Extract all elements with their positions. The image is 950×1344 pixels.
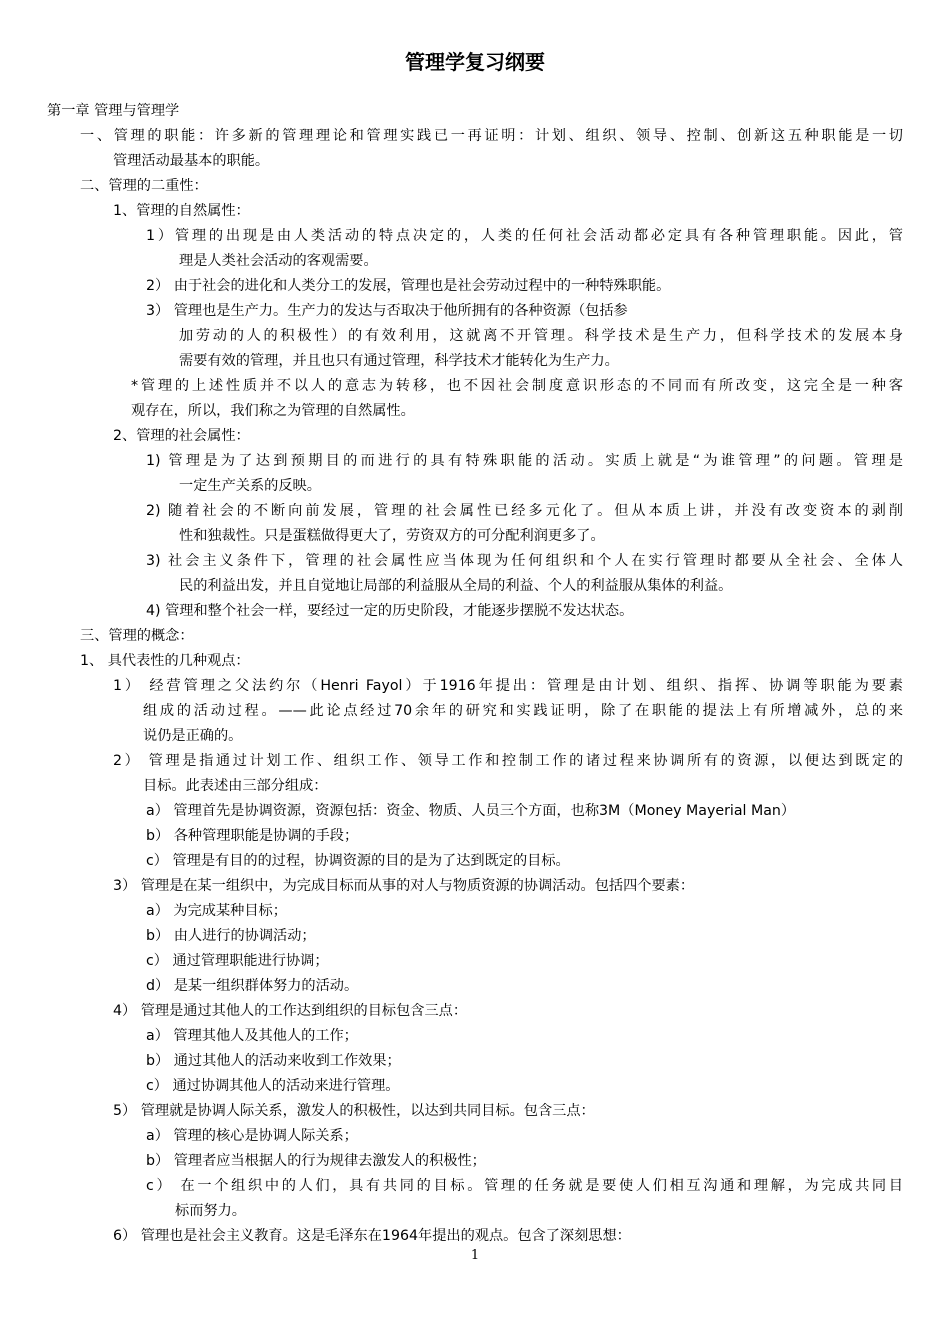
text-line: 1）管理的出现是由人类活动的特点决定的，人类的任何社会活动都必定具有各种管理职能。因此，管 (146, 228, 903, 244)
section-heading: 二、管理的二重性： (80, 178, 208, 194)
subsection-heading: 1、管理的自然属性： (113, 203, 250, 219)
subsection-heading: 2、管理的社会属性： (113, 428, 250, 444)
page-number: 1 (470, 1248, 480, 1263)
list-item: c） 通过管理职能进行协调； (146, 953, 329, 969)
text-line: 5） 管理就是协调人际关系，激发人的积极性，以达到共同目标。包含三点： (113, 1103, 595, 1119)
chapter-heading: 第一章 管理与管理学 (47, 103, 180, 119)
text-line: 管理活动最基本的职能。 (113, 153, 270, 169)
text-line: 6） 管理也是社会主义教育。这是毛泽东在1964年提出的观点。包含了深刻思想： (113, 1228, 631, 1244)
list-item: a） 为完成某种目标； (146, 903, 287, 919)
list-item: b） 由人进行的协调活动； (146, 928, 316, 944)
text-line: 民的利益出发，并且自觉地让局部的利益服从全局的利益、个人的利益服从集体的利益。 (179, 578, 733, 594)
text-line: 理是人类社会活动的客观需要。 (179, 253, 378, 269)
text-line: 一、管理的职能：许多新的管理理论和管理实践已一再证明：计划、组织、领导、控制、创新这五种职能是一切 (80, 128, 903, 144)
text-line: 说仍是正确的。 (143, 728, 243, 744)
list-item: c） 管理是有目的的过程，协调资源的目的是为了达到既定的目标。 (146, 853, 570, 869)
text-line: 一定生产关系的反映。 (179, 478, 321, 494)
text-line: 3) 社会主义条件下，管理的社会属性应当体现为任何组织和个人在实行管理时都要从全社会、全体人 (146, 553, 903, 569)
list-item: c） 在一个组织中的人们，具有共同的目标。管理的任务就是要使人们相互沟通和理解，为完成共同目 (146, 1178, 903, 1194)
list-item: b） 各种管理职能是协调的手段； (146, 828, 359, 844)
text-line: 目标。此表述由三部分组成： (143, 778, 328, 794)
text-line: 组成的活动过程。——此论点经过70余年的研究和实践证明，除了在职能的提法上有所增减外，总的来 (143, 703, 903, 719)
text-line: 标而努力。 (175, 1203, 246, 1219)
section-heading: 三、管理的概念： (80, 628, 194, 644)
list-item: b） 管理者应当根据人的行为规律去激发人的积极性； (146, 1153, 486, 1169)
text-line: 3） 管理也是生产力。生产力的发达与否取决于他所拥有的各种资源（包括参 (146, 303, 628, 319)
text-line: 4) 管理和整个社会一样，要经过一定的历史阶段，才能逐步摆脱不发达状态。 (146, 603, 634, 619)
note-line: *管理的上述性质并不以人的意志为转移，也不因社会制度意识形态的不同而有所改变，这完全是一种客 (131, 378, 903, 394)
text-line: 需要有效的管理，并且也只有通过管理，科学技术才能转化为生产力。 (179, 353, 619, 369)
list-item: a） 管理首先是协调资源，资源包括：资金、物质、人员三个方面，也称3M（Money Mayerial Man） (146, 803, 796, 819)
list-item: a） 管理的核心是协调人际关系； (146, 1128, 358, 1144)
text-line: 4） 管理是通过其他人的工作达到组织的目标包含三点： (113, 1003, 468, 1019)
text-line: 1) 管理是为了达到预期目的而进行的具有特殊职能的活动。实质上就是“为谁管理”的问题。管理是 (146, 453, 903, 469)
list-item: b） 通过其他人的活动来收到工作效果； (146, 1053, 401, 1069)
document-title: 管理学复习纲要 (405, 50, 545, 74)
subsection-heading: 1、 具代表性的几种观点： (80, 653, 250, 669)
note-line: 观存在，所以，我们称之为管理的自然属性。 (131, 403, 415, 419)
text-line: 3） 管理是在某一组织中，为完成目标而从事的对人与物质资源的协调活动。包括四个要素： (113, 878, 695, 894)
text-line: 2） 由于社会的进化和人类分工的发展，管理也是社会劳动过程中的一种特殊职能。 (146, 278, 671, 294)
list-item: a） 管理其他人及其他人的工作； (146, 1028, 358, 1044)
text-line: 1） 经营管理之父法约尔（Henri Fayol）于1916年提出：管理是由计划、组织、指挥、协调等职能为要素 (113, 678, 903, 694)
text-line: 加劳动的人的积极性）的有效利用，这就离不开管理。科学技术是生产力，但科学技术的发展本身 (179, 328, 903, 344)
text-line: 性和独裁性。只是蛋糕做得更大了，劳资双方的可分配利润更多了。 (179, 528, 605, 544)
text-line: 2） 管理是指通过计划工作、组织工作、领导工作和控制工作的诸过程来协调所有的资源，以便达到既定的 (113, 753, 903, 769)
list-item: c） 通过协调其他人的活动来进行管理。 (146, 1078, 400, 1094)
list-item: d） 是某一组织群体努力的活动。 (146, 978, 359, 994)
text-line: 2) 随着社会的不断向前发展，管理的社会属性已经多元化了。但从本质上讲，并没有改变资本的剥削 (146, 503, 903, 519)
